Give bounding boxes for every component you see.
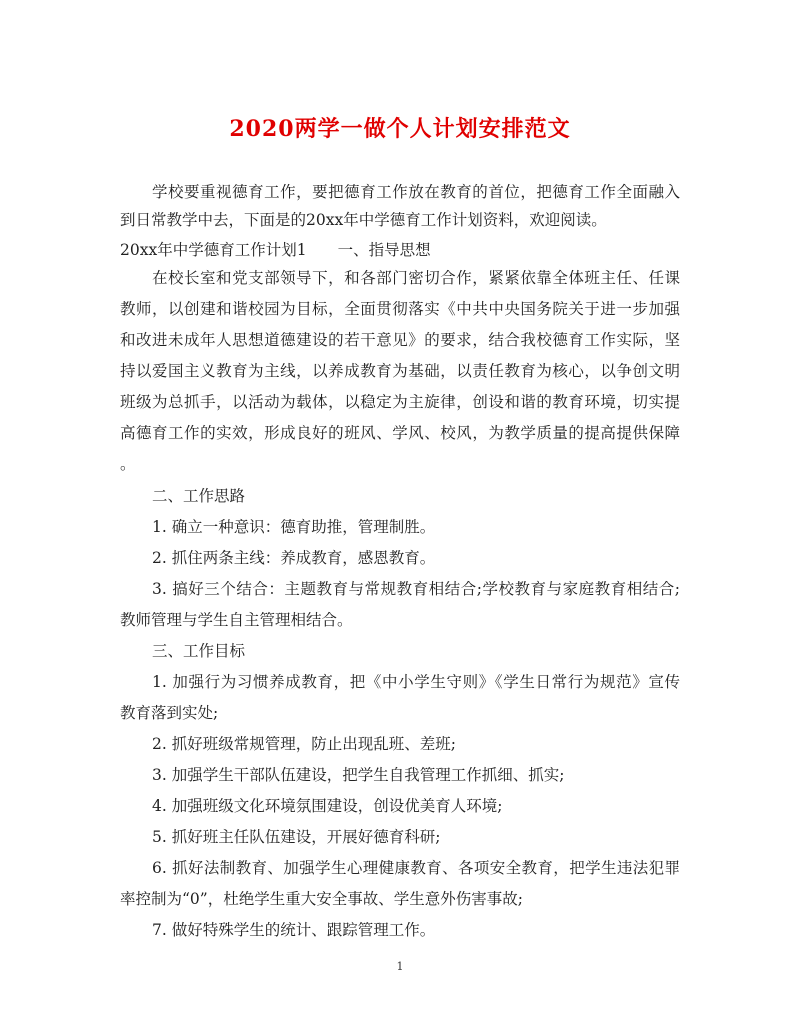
paragraph-line: 学校要重视德育工作，要把德育工作放在教育的首位，把德育工作全面融入 [152, 183, 680, 201]
page-number: 1 [396, 960, 404, 973]
list-item: 1. 确立一种意识：德育助推，管理制胜。 [152, 518, 436, 536]
paragraph-line: 持以爱国主义教育为主线，以养成教育为基础，以责任教育为核心，以争创文明 [120, 362, 680, 380]
paragraph-line: 和改进未成年人思想道德建设的若干意见》的要求，结合我校德育工作实际，坚 [120, 331, 680, 349]
paragraph-line: 班级为总抓手，以活动为载体，以稳定为主旋律，创设和谐的教育环境，切实提 [120, 393, 680, 411]
list-item: 2. 抓好班级常规管理，防止出现乱班、差班; [152, 735, 456, 753]
list-item: 6. 抓好法制教育、加强学生心理健康教育、各项安全教育，把学生违法犯罪 [152, 859, 680, 877]
paragraph-line: 。 [120, 455, 136, 473]
section-heading: 三、工作目标 [152, 642, 246, 660]
paragraph-line: 教师，以创建和谐校园为目标，全面贯彻落实《中共中央国务院关于进一步加强 [120, 300, 680, 318]
list-item: 2. 抓住两条主线：养成教育，感恩教育。 [152, 549, 436, 567]
paragraph-line: 率控制为“0”，杜绝学生重大安全事故、学生意外伤害事故; [120, 890, 523, 908]
list-item: 3. 搞好三个结合：主题教育与常规教育相结合;学校教育与家庭教育相结合; [152, 580, 680, 598]
list-item: 7. 做好特殊学生的统计、跟踪管理工作。 [152, 921, 436, 939]
paragraph-line: 到日常教学中去，下面是的20xx年中学德育工作计划资料，欢迎阅读。 [120, 211, 607, 229]
document-title: 2020两学一做个人计划安排范文 [229, 116, 571, 142]
list-item: 5. 抓好班主任队伍建设，开展好德育科研; [152, 828, 441, 846]
paragraph-line: 高德育工作的实效，形成良好的班风、学风、校风，为教学质量的提高提供保障 [120, 424, 680, 442]
paragraph-line: 在校长室和党支部领导下，和各部门密切合作，紧紧依靠全体班主任、任课 [152, 269, 680, 287]
paragraph-line: 教师管理与学生自主管理相结合。 [120, 611, 353, 629]
section-heading: 二、工作思路 [152, 487, 246, 505]
list-item: 1. 加强行为习惯养成教育，把《中小学生守则》《学生日常行为规范》宣传 [152, 673, 680, 691]
paragraph-line: 教育落到实处; [120, 704, 219, 722]
list-item: 3. 加强学生干部队伍建设，把学生自我管理工作抓细、抓实; [152, 766, 565, 784]
list-item: 4. 加强班级文化环境氛围建设，创设优美育人环境; [152, 797, 503, 815]
paragraph-line: 20xx年中学德育工作计划1 一、指导思想 [120, 241, 431, 259]
